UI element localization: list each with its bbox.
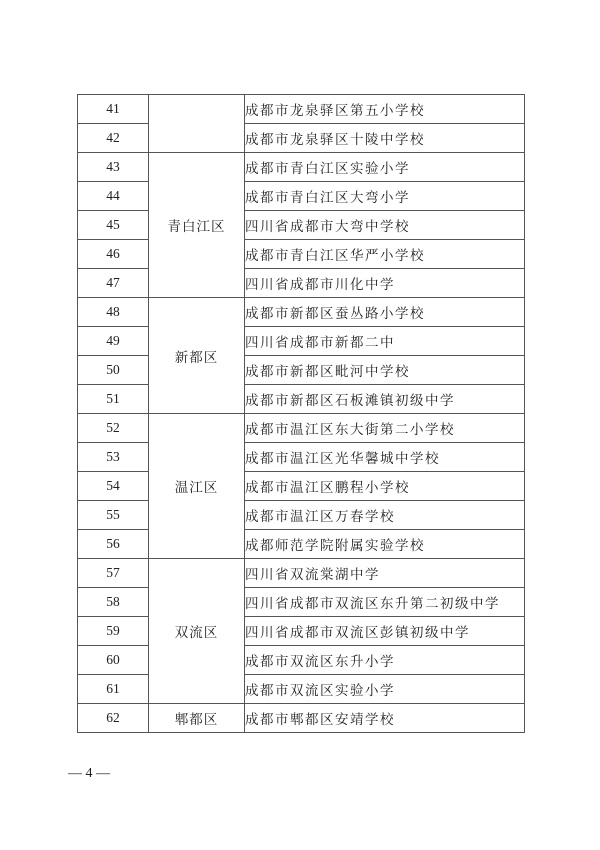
district-cell: 青白江区 [149,153,245,298]
row-number: 42 [78,124,149,153]
table-row [78,646,525,675]
table-row [78,559,525,588]
table-row [78,327,525,356]
school-name: 四川省成都市大弯中学校 [245,211,525,240]
school-name: 成都市青白江区华严小学校 [245,240,525,269]
table-row [78,704,525,733]
school-name: 成都市郫都区安靖学校 [245,704,525,733]
table-row [78,675,525,704]
table-row [78,269,525,298]
district-cell: 新都区 [149,298,245,414]
school-name: 成都市温江区鹏程小学校 [245,472,525,501]
table-row [78,356,525,385]
school-name: 成都师范学院附属实验学校 [245,530,525,559]
school-name: 四川省成都市双流区东升第二初级中学 [245,588,525,617]
row-number: 60 [78,646,149,675]
row-number: 52 [78,414,149,443]
school-list-body [78,95,525,733]
school-name: 四川省成都市川化中学 [245,269,525,298]
row-number: 54 [78,472,149,501]
school-name: 成都市温江区东大街第二小学校 [245,414,525,443]
district-cell: 双流区 [149,559,245,704]
row-number: 44 [78,182,149,211]
table-row [78,298,525,327]
school-name: 成都市新都区毗河中学校 [245,356,525,385]
table-row [78,472,525,501]
table-row [78,443,525,472]
table-row [78,501,525,530]
table-row [78,588,525,617]
row-number: 59 [78,617,149,646]
school-name: 成都市温江区光华馨城中学校 [245,443,525,472]
school-name: 成都市青白江区实验小学 [245,153,525,182]
table-row [78,211,525,240]
row-number: 51 [78,385,149,414]
table-row [78,124,525,153]
school-name: 四川省双流棠湖中学 [245,559,525,588]
row-number: 46 [78,240,149,269]
school-name: 成都市双流区实验小学 [245,675,525,704]
table-row [78,240,525,269]
school-name: 成都市青白江区大弯小学 [245,182,525,211]
district-cell [149,95,245,153]
row-number: 45 [78,211,149,240]
row-number: 47 [78,269,149,298]
table-row [78,385,525,414]
row-number: 56 [78,530,149,559]
school-name: 成都市新都区蚕丛路小学校 [245,298,525,327]
row-number: 50 [78,356,149,385]
table-row [78,414,525,443]
school-name: 成都市龙泉驿区第五小学校 [245,95,525,124]
row-number: 55 [78,501,149,530]
school-name: 成都市龙泉驿区十陵中学校 [245,124,525,153]
row-number: 49 [78,327,149,356]
school-name: 成都市新都区石板滩镇初级中学 [245,385,525,414]
school-name: 四川省成都市双流区彭镇初级中学 [245,617,525,646]
table-row [78,617,525,646]
district-cell: 郫都区 [149,704,245,733]
row-number: 62 [78,704,149,733]
table-row [78,95,525,124]
row-number: 58 [78,588,149,617]
row-number: 57 [78,559,149,588]
row-number: 41 [78,95,149,124]
row-number: 61 [78,675,149,704]
district-cell: 温江区 [149,414,245,559]
row-number: 48 [78,298,149,327]
school-list-table [77,94,525,733]
page-number: — 4 — [68,766,110,781]
table-row [78,530,525,559]
table-row [78,182,525,211]
table-row [78,153,525,182]
row-number: 53 [78,443,149,472]
school-name: 成都市温江区万春学校 [245,501,525,530]
school-name: 四川省成都市新都二中 [245,327,525,356]
school-name: 成都市双流区东升小学 [245,646,525,675]
row-number: 43 [78,153,149,182]
